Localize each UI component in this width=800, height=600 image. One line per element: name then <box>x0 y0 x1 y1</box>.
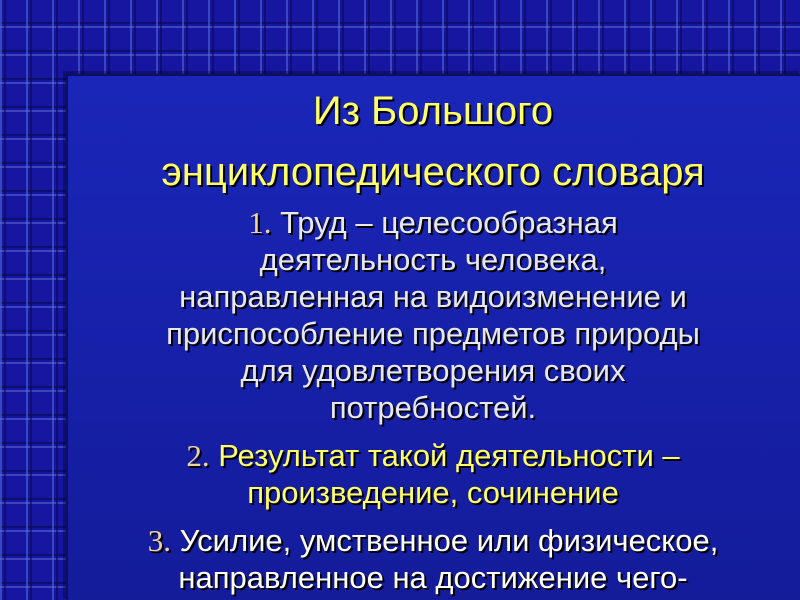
definition-item-3-line-2: направленное на достижение чего- <box>178 560 688 595</box>
definition-item-3-text-1: Усилие, умственное или физическое, <box>179 523 719 558</box>
definition-item-1 <box>66 204 800 426</box>
definition-item-2-text-1: Результат такой деятельности – <box>218 438 680 473</box>
definition-item-3-line-1 <box>66 522 800 559</box>
definition-item-2-number: 2. <box>186 438 210 473</box>
definition-item-2-line-1 <box>66 437 800 474</box>
definition-item-1-text-1: Труд – целесообразная <box>280 205 618 240</box>
slide-title-line-2: энциклопедического словаря <box>161 150 705 194</box>
definition-item-1-line-5: для удовлетворения своих <box>240 353 626 388</box>
slide-title-line-1: Из Большого <box>312 89 554 133</box>
definition-item-1-line-1 <box>66 204 800 241</box>
definition-item-2-line-2: произведение, сочинение <box>247 475 619 510</box>
definition-item-3-number: 3. <box>147 523 171 558</box>
definition-item-2 <box>66 437 800 511</box>
definition-item-1-line-3: направленная на видоизменение и <box>179 279 687 314</box>
definition-item-3 <box>66 522 800 596</box>
definition-item-1-line-4: приспособление предметов природы <box>166 316 700 351</box>
definition-item-1-number: 1. <box>248 205 272 240</box>
definition-item-1-line-6: потребностей. <box>329 390 537 425</box>
definition-item-1-line-2: деятельность человека, <box>259 242 607 277</box>
